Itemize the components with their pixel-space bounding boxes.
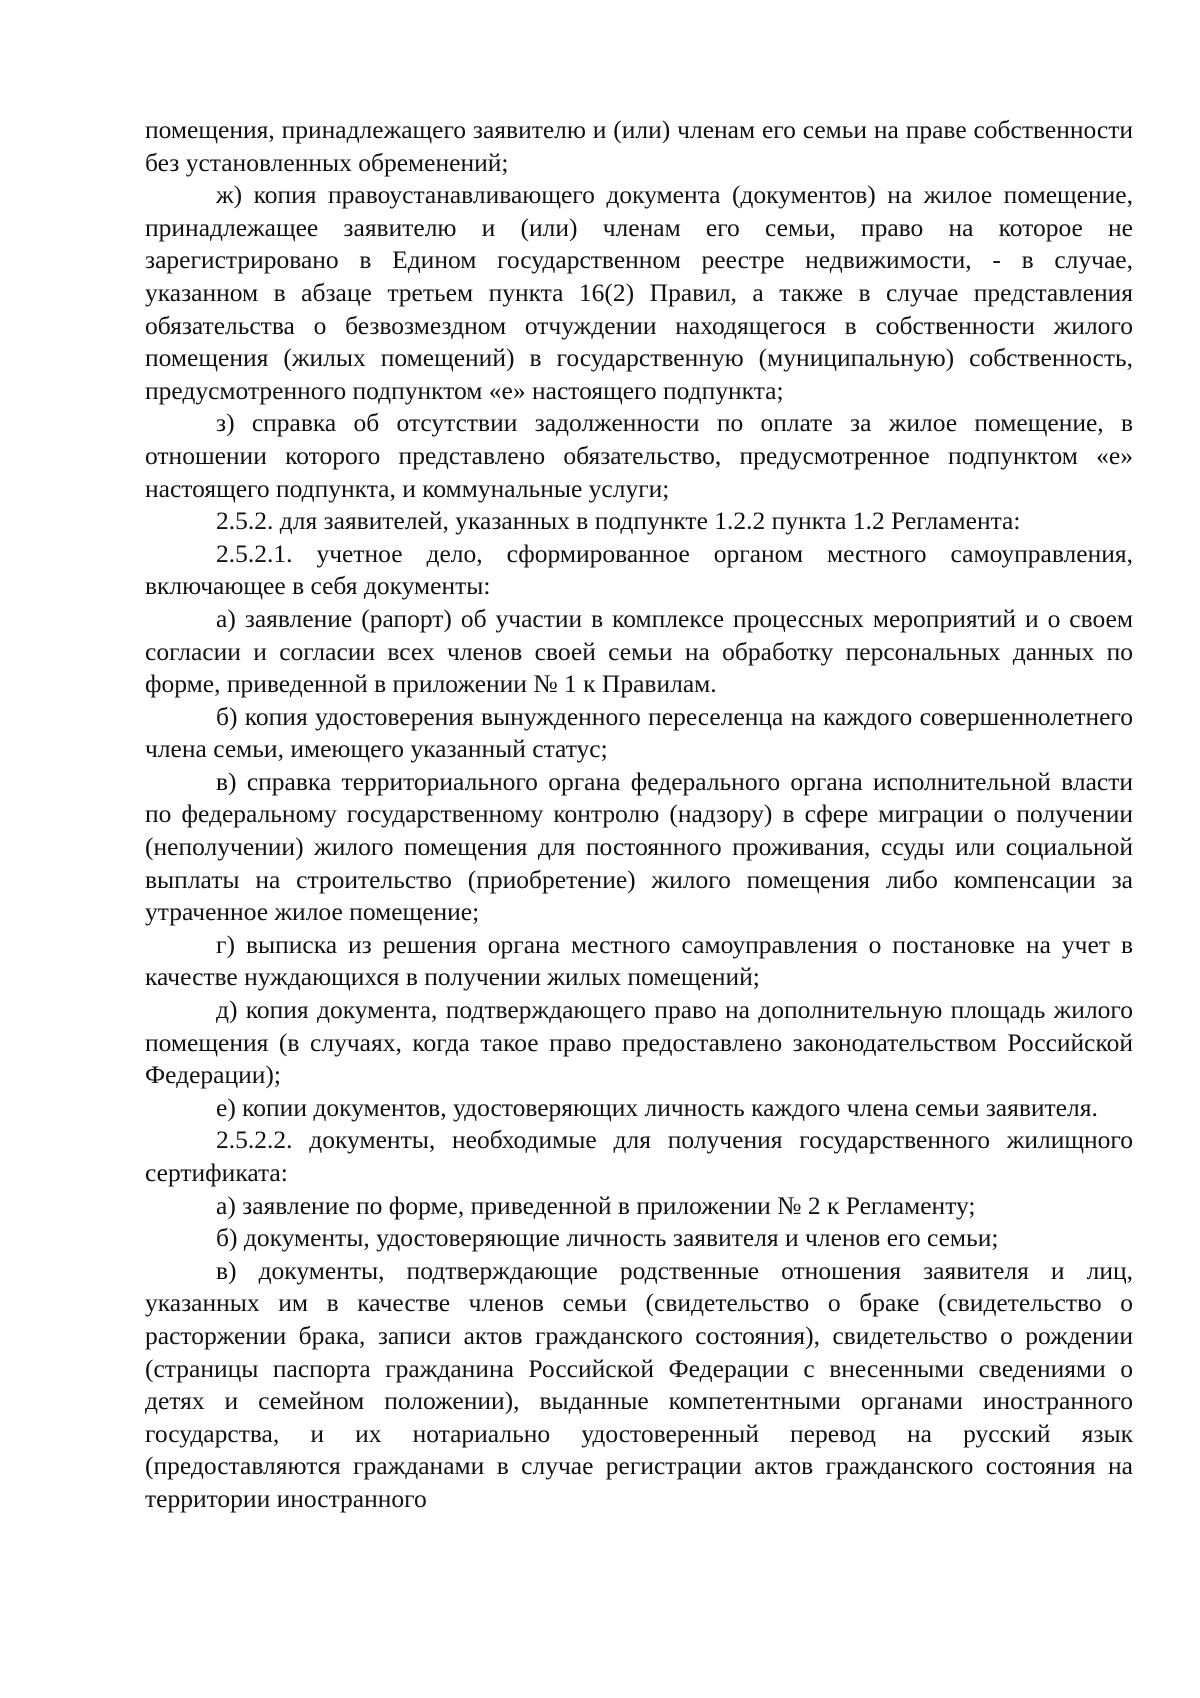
paragraph-item-a-form: а) заявление по форме, приведенной в приложении № 2 к Регламенту;	[216, 1190, 976, 1220]
paragraph-item-v-relationship: в) документы, подтверждающие родственные отношения заявителя и лиц, указанных им в качестве членов семьи (свидетельство о браке (свидетельство о расторжении брака, записи актов гражданского состояния), свидетельство о рождении (страницы паспорта гражданина Российской Федерации с внесенными сведениями о детях и семейном положении), выданные компетентными органами иностранного государства, и их нотариально удостоверенный перевод на русский язык (предоставляются гражданами в случае регистрации актов гражданского состояния на территории иностранного	[145, 1255, 1133, 1513]
paragraph-item-d-additional-area: д) копия документа, подтверждающего право на дополнительную площадь жилого помещения (в случаях, когда такое право предоставлено законодательством Российской Федерации);	[145, 995, 1133, 1090]
paragraph-item-a-application: а) заявление (рапорт) об участии в комплексе процессных мероприятий и о своем согласии и согласии всех членов своей семьи на обработку персональных данных по форме, приведенной в приложении № 1 к Правилам.	[145, 603, 1133, 699]
paragraph-section-2-5-2: 2.5.2. для заявителей, указанных в подпункте 1.2.2 пункта 1.2 Регламента:	[216, 506, 1021, 536]
paragraph-item-e-identity: е) копии документов, удостоверяющих личность каждого члена семьи заявителя.	[216, 1092, 1098, 1122]
document-body	[145, 114, 1133, 1516]
paragraph-item-zh: ж) копия правоустанавливающего документа (документов) на жилое помещение, принадлежащее заявителю и (или) членам его семьи, право на которое не зарегистрировано в Едином государственном реестре недвижимости, - в случае, указанном в абзаце третьем пункта 16(2) Правил, а также в случае представления обязательства о безвозмездном отчуждении находящегося в собственности жилого помещения (жилых помещений) в государственную (муниципальную) собственность, предусмотренного подпунктом «е» настоящего подпункта;	[145, 180, 1133, 405]
paragraph-item-b-certificate: б) копия удостоверения вынужденного переселенца на каждого совершеннолетнего члена семьи, имеющего указанный статус;	[145, 701, 1133, 764]
paragraph-section-2-5-2-1: 2.5.2.1. учетное дело, сформированное органом местного самоуправления, включающее в себя документы:	[145, 538, 1133, 601]
paragraph-item-v-migration: в) справка территориального органа федерального органа исполнительной власти по федеральному государственному контролю (надзору) в сфере миграции о получении (неполучении) жилого помещения для постоянного проживания, ссуды или социальной выплаты на строительство (приобретение) жилого помещения либо компенсации за утраченное жилое помещение;	[145, 766, 1133, 927]
paragraph-item-b-documents: б) документы, удостоверяющие личность заявителя и членов его семьи;	[216, 1223, 999, 1253]
paragraph-item-g-extract: г) выписка из решения органа местного самоуправления о постановке на учет в качестве нуждающихся в получении жилых помещений;	[145, 929, 1133, 992]
paragraph-property-continuation: помещения, принадлежащего заявителю и (или) членам его семьи на праве собственности без установленных обременений;	[145, 115, 1133, 177]
paragraph-item-z: з) справка об отсутствии задолженности по оплате за жилое помещение, в отношении которого представлено обязательство, предусмотренное подпунктом «е» настоящего подпункта, и коммунальные услуги;	[145, 408, 1133, 503]
paragraph-section-2-5-2-2: 2.5.2.2. документы, необходимые для получения государственного жилищного сертификата:	[145, 1125, 1133, 1187]
